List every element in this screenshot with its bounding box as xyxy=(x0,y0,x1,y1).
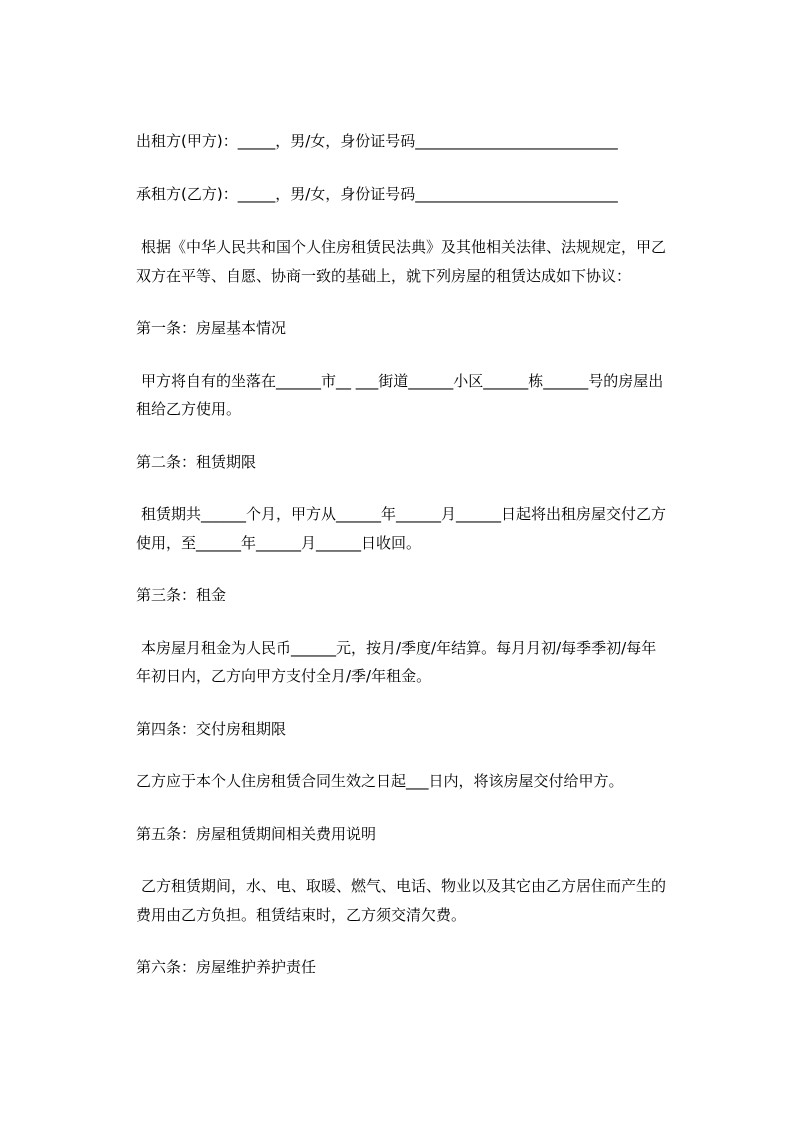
article-1-line-1: 甲方将自有的坐落在______市__ ___街道______小区______栋______号的房屋出 xyxy=(141,372,664,390)
article-5-line-1: 乙方租赁期间，水、电、取暖、燃气、电话、物业以及其它由乙方居住而产生的 xyxy=(141,877,667,895)
article-2-line-1: 租赁期共______个月，甲方从______年______月______日起将出租房屋交付乙方 xyxy=(141,505,667,523)
article-6-heading: 第六条：房屋维护养护责任 xyxy=(136,958,317,976)
lessor-party-line: 出租方(甲方)：_____，男/女，身份证号码___________________________ xyxy=(136,132,618,150)
article-5-line-2: 费用由乙方负担。租赁结束时，乙方须交清欠费。 xyxy=(136,906,467,924)
article-4-heading: 第四条：交付房租期限 xyxy=(136,720,287,738)
article-1-line-2: 租给乙方使用。 xyxy=(136,400,242,418)
article-4-line-1: 乙方应于本个人住房租赁合同生效之日起___日内，将该房屋交付给甲方。 xyxy=(136,772,624,790)
article-3-line-2: 年初日内，乙方向甲方支付全月/季/年租金。 xyxy=(136,667,432,685)
article-2-line-2: 使用，至______年______月______日收回。 xyxy=(136,534,422,552)
article-2-heading: 第二条：租赁期限 xyxy=(136,453,257,471)
article-3-heading: 第三条：租金 xyxy=(136,586,227,604)
article-5-heading: 第五条：房屋租赁期间相关费用说明 xyxy=(136,825,377,843)
lessee-party-line: 承租方(乙方)：_____，男/女，身份证号码___________________________ xyxy=(136,185,618,203)
preamble-line-2: 双方在平等、自愿、协商一致的基础上，就下列房屋的租赁达成如下协议： xyxy=(136,267,632,285)
preamble-line-1: 根据《中华人民共和国个人住房租赁民法典》及其他相关法律、法规规定，甲乙 xyxy=(141,238,667,256)
article-3-line-1: 本房屋月租金为人民币______元，按月/季度/年结算。每月月初/每季季初/每年 xyxy=(141,639,657,657)
article-1-heading: 第一条：房屋基本情况 xyxy=(136,319,287,337)
